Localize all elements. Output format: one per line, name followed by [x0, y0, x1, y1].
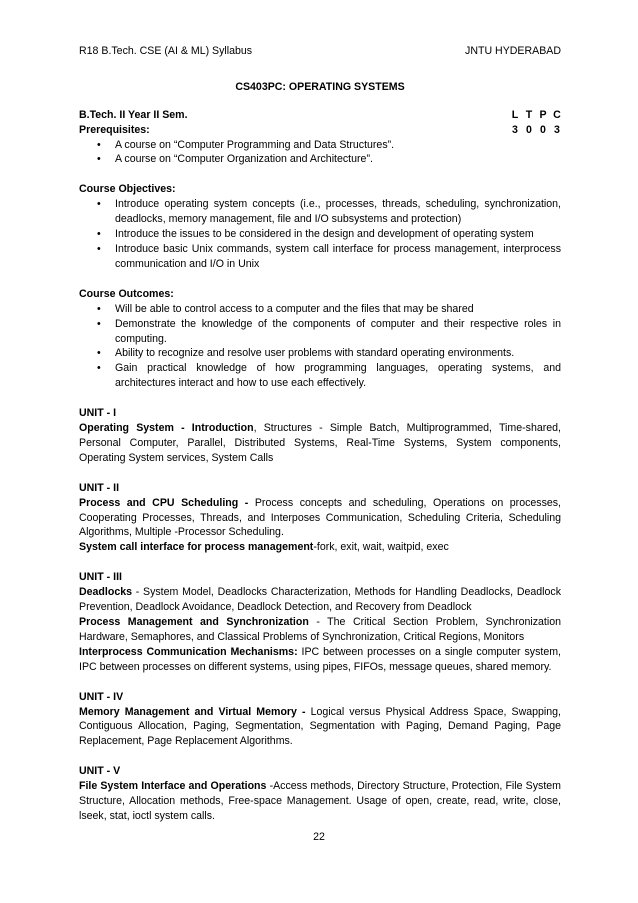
topic-text: Process concepts and scheduling, Operations on processes, Cooperating Processes, Threads, and Interposes Communication, Scheduling Criteria, Scheduling Algorithms, Multiple -Processor Scheduling. [79, 496, 561, 539]
ltpc-label-p: P [539, 108, 547, 121]
outcomes-section [79, 287, 561, 391]
ltpc-value-p: 0 [540, 123, 546, 136]
unit-heading: UNIT - II [79, 481, 120, 494]
list-item: • Introduce operating system concepts (i.e., processes, threads, scheduling, synchronization, deadlocks, memory management, file and I/O subsystems and protection) [79, 197, 561, 227]
unit-5 [79, 764, 561, 824]
topic-title: Operating System - Introduction [79, 422, 254, 435]
ltpc-value-c: 3 [554, 123, 560, 136]
topic-title: System call interface for process management [79, 541, 314, 554]
topic-text: Logical versus Physical Address Space, Swapping, Contiguous Allocation, Paging, Segmentation, Segmentation with Paging, Demand Paging, Page Replacement, Page Replacement Algorithms. [79, 705, 562, 748]
list-item: • Ability to recognize and resolve user problems with standard operating environments. [79, 346, 561, 361]
ltpc-table [508, 108, 564, 138]
page-number: 22 [313, 831, 325, 843]
objectives-heading: Course Objectives: [79, 183, 176, 196]
unit-paragraph [79, 421, 561, 466]
topic-text: -Access methods, Directory Structure, Protection, File System Structure, Allocation methods, Free-space Management. Usage of open, create, read, write, close, lseek, stat, ioctl system calls. [79, 780, 561, 822]
ltpc-value-t: 0 [526, 123, 532, 136]
unit-paragraph [79, 645, 561, 675]
unit-paragraph [79, 779, 561, 824]
list-item: • Will be able to control access to a computer and the files that may be shared [79, 302, 561, 317]
unit-3 [79, 570, 561, 674]
unit-heading: UNIT - V [79, 765, 121, 778]
ltpc-label-l: L [511, 108, 519, 121]
ltpc-label-c: C [553, 108, 561, 121]
list-item: • A course on “Computer Programming and Data Structures”. [79, 138, 561, 153]
syllabus-page [79, 44, 561, 824]
topic-text: - The Critical Section Problem, Synchronization Hardware, Semaphores, and Classical Problems of Synchronization, Critical Regions, Monitors [79, 616, 562, 643]
topic-title: File System Interface and Operations [79, 780, 267, 793]
unit-4 [79, 690, 561, 750]
unit-heading: UNIT - IV [79, 690, 124, 703]
topic-title: Process Management and Synchronization [79, 616, 309, 628]
prerequisites-heading: Prerequisites: [79, 123, 150, 136]
list-item: • Introduce the issues to be considered in the design and development of operating system [79, 227, 561, 242]
topic-title: Interprocess Communication Mechanisms: [79, 645, 298, 658]
unit-paragraph [79, 615, 561, 645]
unit-paragraph [79, 705, 561, 750]
year-label: B.Tech. II Year II Sem. [79, 108, 188, 121]
list-item: • Introduce basic Unix commands, system call interface for process management, interprocess communication and I/O in Unix [79, 242, 561, 272]
topic-title: Deadlocks [79, 586, 132, 599]
topic-text: , Structures - Simple Batch, Multiprogrammed, Time-shared, Personal Computer, Parallel, Distributed Systems, Real-Time Systems, System components, Operating System services, System Calls [79, 422, 561, 464]
unit-2 [79, 481, 561, 556]
unit-paragraph [79, 540, 561, 555]
list-item: • Demonstrate the knowledge of the components of computer and their respective roles in computing. [79, 317, 561, 347]
running-header [79, 44, 561, 59]
topic-title: Process and CPU Scheduling - [79, 496, 255, 509]
unit-heading: UNIT - III [79, 571, 122, 584]
topic-text: IPC between processes on a single computer system, IPC between processes on different systems, using pipes, FIFOs, message queues, shared memory. [79, 645, 561, 673]
unit-heading: UNIT - I [79, 407, 117, 420]
list-item: • A course on “Computer Organization and Architecture”. [79, 152, 561, 167]
prerequisites-list [79, 138, 561, 168]
ltpc-label-t: T [525, 108, 533, 121]
outcomes-heading: Course Outcomes: [79, 287, 174, 300]
topic-text: -fork, exit, wait, waitpid, exec [313, 541, 449, 554]
ltpc-value-l: 3 [512, 123, 518, 136]
unit-1 [79, 406, 561, 466]
header-right: JNTU HYDERABAD [465, 45, 561, 57]
topic-text: - System Model, Deadlocks Characterization, Methods for Handling Deadlocks, Deadlock Prevention, Deadlock Avoidance, Deadlock Detection, and Recovery from Deadlock [79, 586, 561, 614]
unit-paragraph [79, 496, 561, 541]
outcomes-list [79, 302, 561, 391]
objectives-list [79, 197, 561, 272]
header-left: R18 B.Tech. CSE (AI & ML) Syllabus [79, 45, 253, 57]
objectives-section [79, 182, 561, 271]
topic-title: Memory Management and Virtual Memory - [79, 705, 311, 718]
list-item: • Gain practical knowledge of how programming languages, operating systems, and architectures interact and how to use each effectively. [79, 361, 561, 391]
course-title: CS403PC: OPERATING SYSTEMS [235, 80, 405, 93]
unit-paragraph [79, 585, 561, 615]
